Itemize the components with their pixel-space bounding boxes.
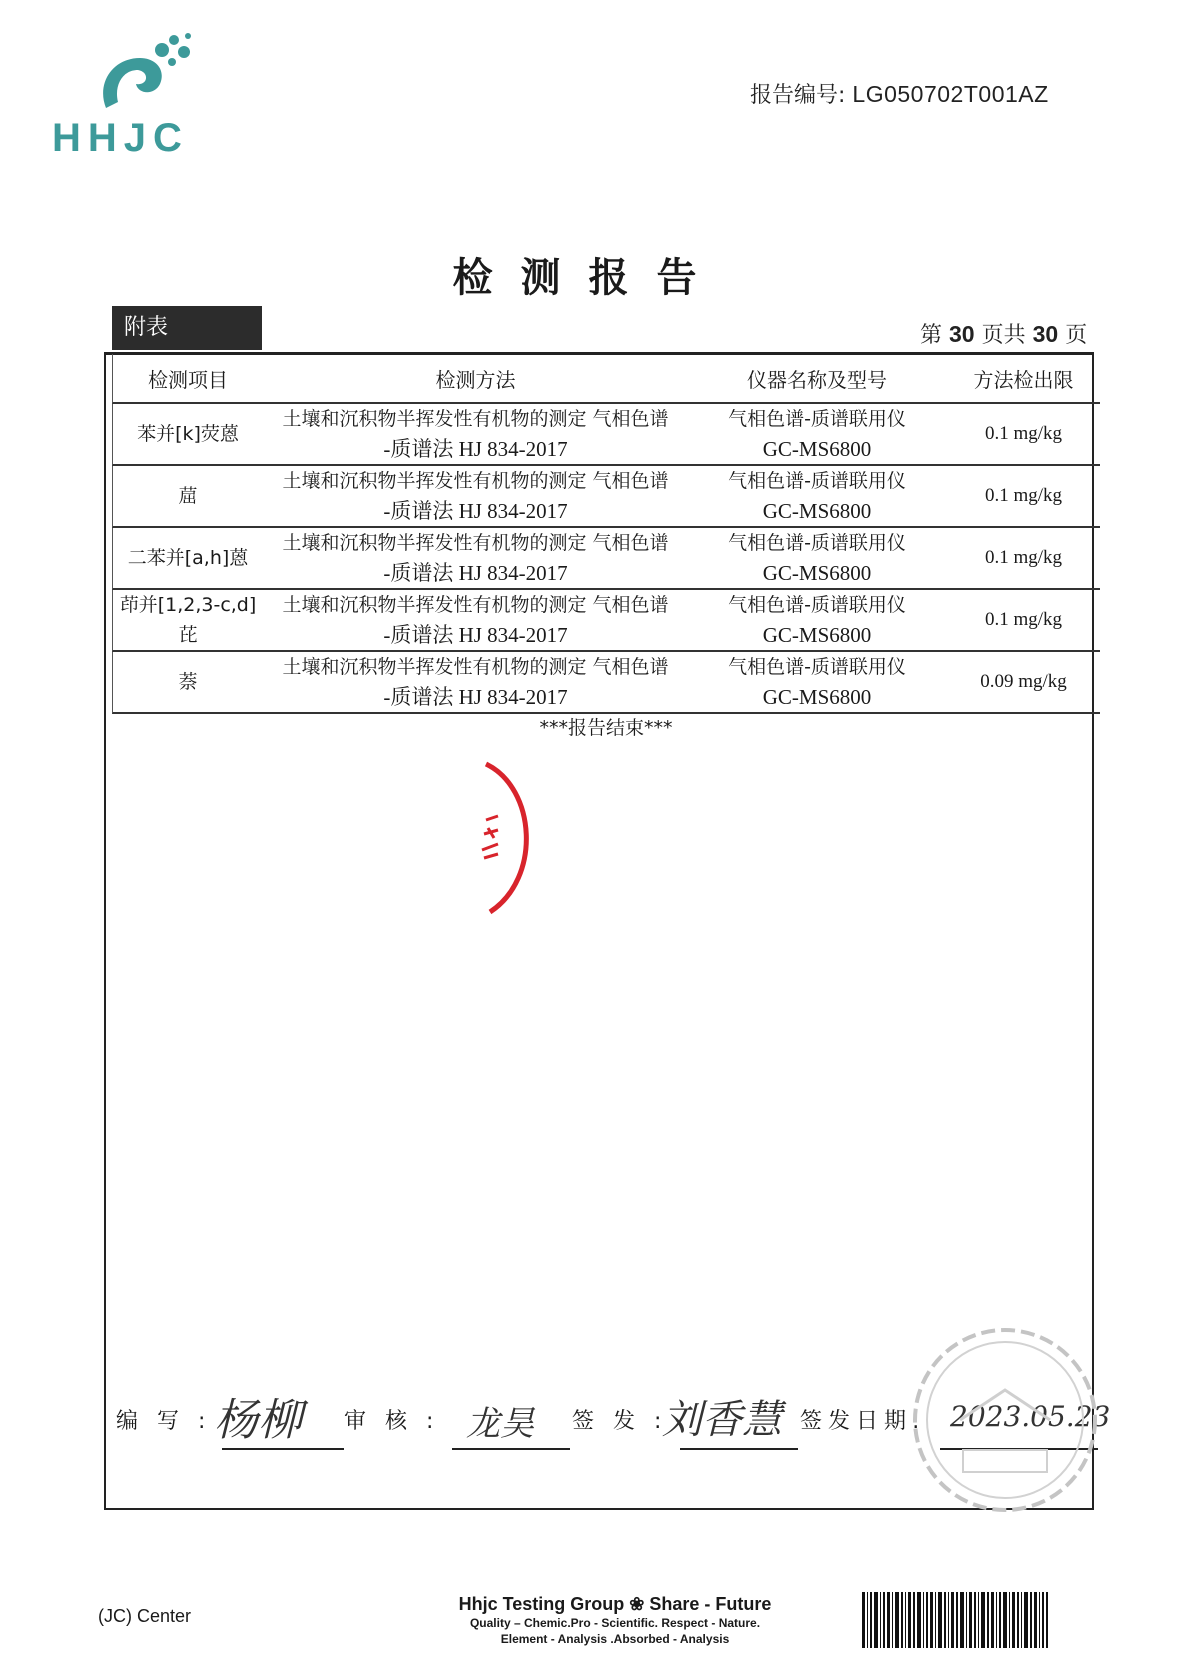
instrument-model: GC-MS6800 bbox=[762, 623, 872, 647]
table-row bbox=[112, 404, 1100, 466]
method-line1: 土壤和沉积物半挥发性有机物的测定 气相色谱 bbox=[282, 594, 669, 616]
row-item bbox=[113, 404, 263, 464]
row-item bbox=[113, 590, 263, 650]
row-item bbox=[113, 652, 263, 712]
logo-text: HHJC bbox=[52, 116, 189, 160]
hhjc-logo-icon bbox=[88, 28, 198, 118]
table-header bbox=[112, 354, 1100, 404]
row-limit: 0.09 mg/kg bbox=[980, 671, 1067, 692]
method-line1: 土壤和沉积物半挥发性有机物的测定 气相色谱 bbox=[282, 408, 669, 430]
compile-line bbox=[222, 1448, 344, 1450]
row-instrument bbox=[688, 652, 946, 712]
method-line2: -质谱法 HJ 834-2017 bbox=[383, 499, 568, 523]
item-name: 䓛 bbox=[178, 485, 198, 507]
row-limit: 0.1 mg/kg bbox=[984, 609, 1063, 630]
barcode-icon bbox=[862, 1592, 1048, 1648]
item-name: 茚并[1,2,3-c,d] bbox=[119, 594, 257, 616]
item-name: 萘 bbox=[178, 671, 198, 693]
instrument-model: GC-MS6800 bbox=[762, 561, 872, 585]
row-limit: 0.1 mg/kg bbox=[984, 547, 1063, 568]
instrument-name: 气相色谱-质谱联用仪 bbox=[728, 656, 906, 678]
item-name: 二苯并[a,h]蒽 bbox=[127, 547, 249, 569]
item-name-cont: 芘 bbox=[178, 624, 198, 646]
method-line2: -质谱法 HJ 834-2017 bbox=[383, 685, 568, 709]
page-total: 30 bbox=[1032, 321, 1059, 347]
report-stamp-icon bbox=[905, 1310, 1105, 1530]
footer-line1: Hhjc Testing Group ❀ Share - Future bbox=[458, 1594, 772, 1614]
footer-center-name: (JC) Center bbox=[98, 1606, 192, 1626]
report-number-value: LG050702T001AZ bbox=[852, 81, 1049, 107]
table-row bbox=[112, 590, 1100, 652]
footer-line3: Element - Analysis .Absorbed - Analysis bbox=[500, 1632, 730, 1646]
row-method bbox=[263, 652, 688, 712]
results-table bbox=[112, 354, 1100, 714]
review-signature: 龙昊 bbox=[466, 1404, 534, 1444]
issue-label: 签 发 : bbox=[572, 1409, 668, 1434]
method-line2: -质谱法 HJ 834-2017 bbox=[383, 561, 568, 585]
table-row bbox=[112, 528, 1100, 590]
report-number-label: 报告编号: bbox=[750, 83, 846, 108]
method-line1: 土壤和沉积物半挥发性有机物的测定 气相色谱 bbox=[282, 470, 669, 492]
page-suffix: 页 bbox=[1065, 323, 1088, 348]
row-instrument bbox=[688, 590, 946, 650]
instrument-name: 气相色谱-质谱联用仪 bbox=[728, 594, 906, 616]
row-item bbox=[113, 528, 263, 588]
row-instrument bbox=[688, 404, 946, 464]
compile-label: 编 写 : bbox=[116, 1409, 212, 1434]
row-item bbox=[113, 466, 263, 526]
header-instrument: 仪器名称及型号 bbox=[747, 367, 887, 392]
page-current: 30 bbox=[949, 321, 975, 347]
page-counter bbox=[920, 318, 1087, 349]
date-label: 签发日期: bbox=[800, 1409, 926, 1434]
item-name: 苯并[k]荧蒽 bbox=[137, 423, 239, 445]
instrument-name: 气相色谱-质谱联用仪 bbox=[728, 532, 906, 554]
instrument-name: 气相色谱-质谱联用仪 bbox=[728, 470, 906, 492]
table-row bbox=[112, 466, 1100, 528]
review-label: 审 核 : bbox=[344, 1409, 440, 1434]
method-line1: 土壤和沉积物半挥发性有机物的测定 气相色谱 bbox=[282, 532, 669, 554]
issue-date: 2023.05.23 bbox=[950, 1400, 1111, 1433]
red-seal-icon bbox=[470, 758, 550, 918]
method-line2: -质谱法 HJ 834-2017 bbox=[383, 623, 568, 647]
compile-signature: 杨柳 bbox=[214, 1395, 302, 1446]
report-number bbox=[750, 78, 1049, 109]
method-line2: -质谱法 HJ 834-2017 bbox=[383, 437, 568, 461]
footer-line2: Quality – Chemic.Pro - Scientific. Respect - Nature. bbox=[469, 1616, 761, 1630]
row-method bbox=[263, 466, 688, 526]
issue-signature: 刘香慧 bbox=[662, 1397, 782, 1443]
header-method: 检测方法 bbox=[435, 367, 516, 392]
table-row bbox=[112, 652, 1100, 714]
row-method bbox=[263, 528, 688, 588]
header-item: 检测项目 bbox=[148, 367, 228, 392]
row-method bbox=[263, 590, 688, 650]
footer-slogan bbox=[430, 1594, 800, 1647]
method-line1: 土壤和沉积物半挥发性有机物的测定 气相色谱 bbox=[282, 656, 669, 678]
instrument-model: GC-MS6800 bbox=[762, 685, 872, 709]
appendix-label: 附表 bbox=[112, 306, 262, 350]
instrument-model: GC-MS6800 bbox=[762, 437, 872, 461]
row-limit: 0.1 mg/kg bbox=[984, 423, 1063, 444]
page-prefix: 第 bbox=[920, 323, 943, 348]
review-line bbox=[452, 1448, 570, 1450]
row-limit: 0.1 mg/kg bbox=[984, 485, 1063, 506]
issue-line bbox=[680, 1448, 798, 1450]
row-method bbox=[263, 404, 688, 464]
row-instrument bbox=[688, 528, 946, 588]
page-title: 检测报告 bbox=[452, 254, 725, 301]
instrument-name: 气相色谱-质谱联用仪 bbox=[728, 408, 906, 430]
row-instrument bbox=[688, 466, 946, 526]
header-limit: 方法检出限 bbox=[973, 367, 1074, 392]
report-end-mark: ***报告结束*** bbox=[539, 717, 673, 739]
page-middle: 页共 bbox=[981, 323, 1026, 348]
instrument-model: GC-MS6800 bbox=[762, 499, 872, 523]
